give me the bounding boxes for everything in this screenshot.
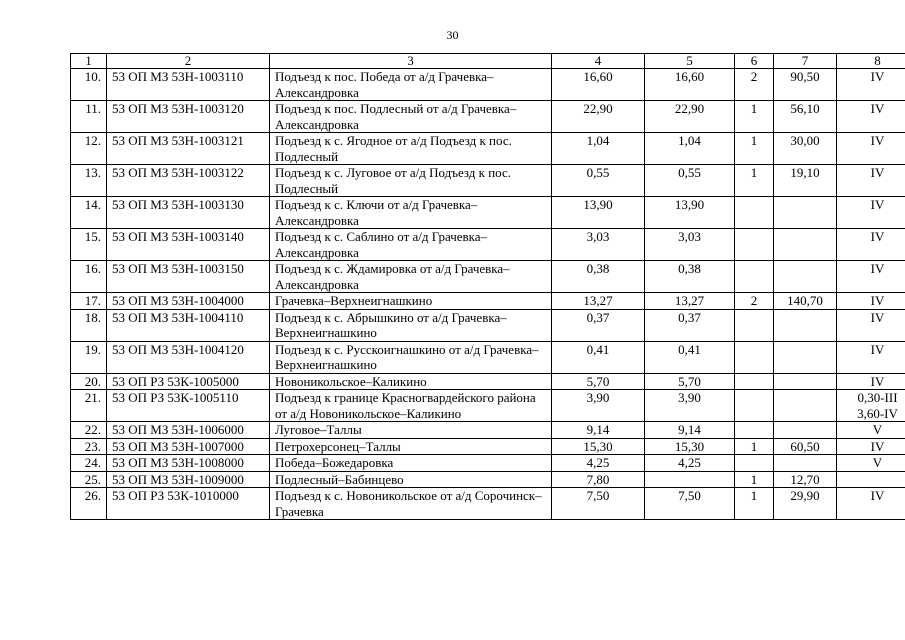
value-col-5: 22,90 (645, 101, 735, 133)
road-name: Подъезд к с. Ягодное от а/д Подъезд к пос. Подлесный (270, 133, 552, 165)
value-col-6: 1 (735, 101, 774, 133)
row-number: 18. (71, 309, 107, 341)
table-row (71, 390, 905, 422)
road-category: V (837, 422, 905, 439)
table-row (71, 69, 905, 101)
road-code: 53 ОП МЗ 53Н-1007000 (107, 438, 270, 455)
column-header: 4 (552, 54, 645, 69)
value-col-4: 13,90 (552, 197, 645, 229)
road-code: 53 ОП МЗ 53Н-1003120 (107, 101, 270, 133)
row-number: 12. (71, 133, 107, 165)
road-category: V (837, 455, 905, 472)
value-col-6 (735, 455, 774, 472)
row-number: 17. (71, 293, 107, 310)
road-code: 53 ОП МЗ 53Н-1003150 (107, 261, 270, 293)
column-header: 3 (270, 54, 552, 69)
value-col-7: 19,10 (774, 165, 837, 197)
road-code: 53 ОП РЗ 53К-1005000 (107, 373, 270, 390)
road-name: Подъезд к пос. Подлесный от а/д Грачевка–Александровка (270, 101, 552, 133)
value-col-5: 0,38 (645, 261, 735, 293)
table-row (71, 471, 905, 488)
value-col-5: 3,90 (645, 390, 735, 422)
value-col-6 (735, 197, 774, 229)
road-category: IV (837, 229, 905, 261)
value-col-6 (735, 390, 774, 422)
road-category: IV (837, 488, 905, 520)
row-number: 24. (71, 455, 107, 472)
column-header: 6 (735, 54, 774, 69)
value-col-6 (735, 373, 774, 390)
row-number: 26. (71, 488, 107, 520)
value-col-6 (735, 309, 774, 341)
road-category: IV (837, 165, 905, 197)
row-number: 22. (71, 422, 107, 439)
road-category: 0,30-III 3,60-IV (837, 390, 905, 422)
value-col-5: 0,55 (645, 165, 735, 197)
value-col-4: 22,90 (552, 101, 645, 133)
table-row (71, 341, 905, 373)
road-name: Подъезд к пос. Победа от а/д Грачевка–Александровка (270, 69, 552, 101)
value-col-7 (774, 390, 837, 422)
value-col-7: 60,50 (774, 438, 837, 455)
road-code: 53 ОП МЗ 53Н-1003110 (107, 69, 270, 101)
value-col-4: 3,03 (552, 229, 645, 261)
value-col-4: 0,38 (552, 261, 645, 293)
table-row (71, 373, 905, 390)
road-category: IV (837, 101, 905, 133)
table-row (71, 293, 905, 310)
table-row (71, 261, 905, 293)
road-code: 53 ОП МЗ 53Н-1003130 (107, 197, 270, 229)
value-col-4: 7,80 (552, 471, 645, 488)
value-col-7 (774, 261, 837, 293)
value-col-6 (735, 229, 774, 261)
value-col-7 (774, 229, 837, 261)
road-category: IV (837, 341, 905, 373)
table-row (71, 165, 905, 197)
value-col-6: 2 (735, 293, 774, 310)
value-col-4: 1,04 (552, 133, 645, 165)
column-header: 1 (71, 54, 107, 69)
value-col-6: 1 (735, 488, 774, 520)
row-number: 25. (71, 471, 107, 488)
row-number: 10. (71, 69, 107, 101)
roads-table (70, 53, 905, 520)
table-row (71, 488, 905, 520)
row-number: 16. (71, 261, 107, 293)
table-row (71, 422, 905, 439)
row-number: 14. (71, 197, 107, 229)
value-col-6: 2 (735, 69, 774, 101)
value-col-6 (735, 422, 774, 439)
road-name: Подъезд к границе Красногвардейского района от а/д Новоникольское–Каликино (270, 390, 552, 422)
value-col-4: 0,55 (552, 165, 645, 197)
column-header: 5 (645, 54, 735, 69)
road-name: Подъезд к с. Ключи от а/д Грачевка–Александровка (270, 197, 552, 229)
road-name: Подъезд к с. Абрышкино от а/д Грачевка–Верхнеигнашкино (270, 309, 552, 341)
road-name: Луговое–Таллы (270, 422, 552, 439)
value-col-4: 15,30 (552, 438, 645, 455)
value-col-6 (735, 341, 774, 373)
road-category: IV (837, 69, 905, 101)
value-col-4: 0,41 (552, 341, 645, 373)
value-col-4: 0,37 (552, 309, 645, 341)
value-col-7 (774, 373, 837, 390)
value-col-4: 7,50 (552, 488, 645, 520)
value-col-4: 5,70 (552, 373, 645, 390)
road-code: 53 ОП МЗ 53Н-1003121 (107, 133, 270, 165)
road-name: Грачевка–Верхнеигнашкино (270, 293, 552, 310)
value-col-5: 1,04 (645, 133, 735, 165)
road-code: 53 ОП МЗ 53Н-1003140 (107, 229, 270, 261)
road-name: Новоникольское–Каликино (270, 373, 552, 390)
value-col-5 (645, 471, 735, 488)
road-name: Победа–Божедаровка (270, 455, 552, 472)
road-code: 53 ОП МЗ 53Н-1004000 (107, 293, 270, 310)
value-col-5: 16,60 (645, 69, 735, 101)
value-col-6: 1 (735, 438, 774, 455)
value-col-7: 140,70 (774, 293, 837, 310)
road-category: IV (837, 261, 905, 293)
value-col-7: 29,90 (774, 488, 837, 520)
road-code: 53 ОП МЗ 53Н-1003122 (107, 165, 270, 197)
table-row (71, 438, 905, 455)
road-category: IV (837, 133, 905, 165)
row-number: 21. (71, 390, 107, 422)
road-name: Подъезд к с. Луговое от а/д Подъезд к пос. Подлесный (270, 165, 552, 197)
row-number: 20. (71, 373, 107, 390)
value-col-5: 15,30 (645, 438, 735, 455)
value-col-7 (774, 341, 837, 373)
road-name: Подъезд к с. Саблино от а/д Грачевка–Александровка (270, 229, 552, 261)
value-col-4: 4,25 (552, 455, 645, 472)
value-col-6: 1 (735, 471, 774, 488)
row-number: 11. (71, 101, 107, 133)
road-category: IV (837, 438, 905, 455)
value-col-7 (774, 197, 837, 229)
value-col-5: 0,41 (645, 341, 735, 373)
value-col-7 (774, 422, 837, 439)
column-header: 7 (774, 54, 837, 69)
road-name: Подъезд к с. Ждамировка от а/д Грачевка–Александровка (270, 261, 552, 293)
table-row (71, 197, 905, 229)
road-category: IV (837, 373, 905, 390)
value-col-5: 7,50 (645, 488, 735, 520)
table-header-row (71, 54, 905, 69)
value-col-4: 16,60 (552, 69, 645, 101)
road-code: 53 ОП МЗ 53Н-1004120 (107, 341, 270, 373)
value-col-7 (774, 309, 837, 341)
row-number: 23. (71, 438, 107, 455)
value-col-7: 30,00 (774, 133, 837, 165)
road-code: 53 ОП РЗ 53К-1010000 (107, 488, 270, 520)
road-category (837, 471, 905, 488)
value-col-5: 4,25 (645, 455, 735, 472)
road-name: Подъезд к с. Русскоигнашкино от а/д Грачевка–Верхнеигнашкино (270, 341, 552, 373)
value-col-7 (774, 455, 837, 472)
value-col-4: 13,27 (552, 293, 645, 310)
value-col-6: 1 (735, 133, 774, 165)
table-row (71, 309, 905, 341)
road-code: 53 ОП МЗ 53Н-1004110 (107, 309, 270, 341)
table-row (71, 455, 905, 472)
row-number: 19. (71, 341, 107, 373)
value-col-7: 90,50 (774, 69, 837, 101)
road-code: 53 ОП РЗ 53К-1005110 (107, 390, 270, 422)
road-code: 53 ОП МЗ 53Н-1009000 (107, 471, 270, 488)
value-col-5: 13,27 (645, 293, 735, 310)
table-row (71, 101, 905, 133)
road-category: IV (837, 197, 905, 229)
table-body (71, 69, 905, 520)
row-number: 15. (71, 229, 107, 261)
road-name: Подлесный–Бабинцево (270, 471, 552, 488)
road-name: Подъезд к с. Новоникольское от а/д Сорочинск–Грачевка (270, 488, 552, 520)
value-col-5: 3,03 (645, 229, 735, 261)
table-row (71, 133, 905, 165)
column-header: 8 (837, 54, 905, 69)
road-code: 53 ОП МЗ 53Н-1008000 (107, 455, 270, 472)
road-category: IV (837, 309, 905, 341)
road-name: Петрохерсонец–Таллы (270, 438, 552, 455)
road-code: 53 ОП МЗ 53Н-1006000 (107, 422, 270, 439)
value-col-6: 1 (735, 165, 774, 197)
value-col-5: 13,90 (645, 197, 735, 229)
table-row (71, 229, 905, 261)
value-col-7: 56,10 (774, 101, 837, 133)
row-number: 13. (71, 165, 107, 197)
page-number: 30 (446, 28, 459, 42)
column-header: 2 (107, 54, 270, 69)
value-col-5: 9,14 (645, 422, 735, 439)
road-category: IV (837, 293, 905, 310)
value-col-4: 9,14 (552, 422, 645, 439)
value-col-5: 0,37 (645, 309, 735, 341)
value-col-4: 3,90 (552, 390, 645, 422)
value-col-5: 5,70 (645, 373, 735, 390)
value-col-7: 12,70 (774, 471, 837, 488)
value-col-6 (735, 261, 774, 293)
